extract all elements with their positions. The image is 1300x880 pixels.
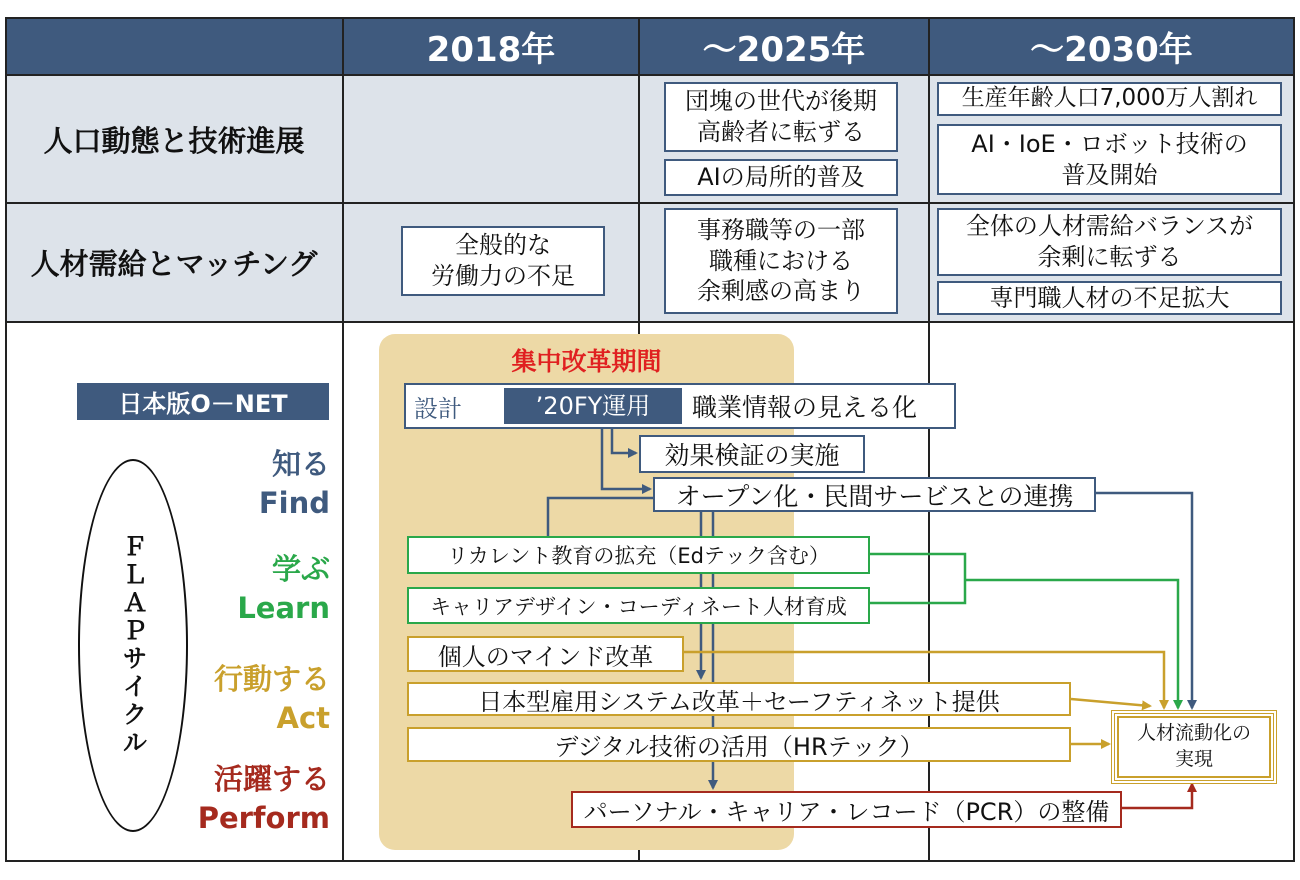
baby-boomer-box: 団塊の世代が後期 高齢者に転ずる — [664, 82, 898, 152]
labor-shortage-box: 全般的な 労働力の不足 — [401, 226, 605, 296]
header-2030: ～2030年 — [929, 18, 1294, 75]
flap-act: 行動する Act — [213, 662, 330, 736]
flap-learn: 学ぶ Learn — [237, 552, 330, 626]
supply-balance-box: 全体の人材需給バランスが 余剰に転ずる — [937, 208, 1282, 276]
employment-box: 日本型雇用システム改革＋セーフティネット提供 — [407, 682, 1071, 716]
working-age-box: 生産年齢人口7,000万人割れ — [937, 82, 1282, 116]
header-2018: 2018年 — [343, 18, 639, 75]
career-design-box: キャリアデザイン・コーディネート人材育成 — [407, 587, 870, 624]
ai-local-box: AIの局所的普及 — [664, 159, 898, 196]
design-label: 設計 — [414, 394, 462, 423]
operation-label: ’20FY運用 — [504, 388, 682, 424]
visualize-label: 職業情報の見える化 — [692, 393, 918, 422]
specialist-shortage-box: 専門職人材の不足拡大 — [937, 281, 1282, 315]
mindset-box: 個人のマインド改革 — [407, 636, 684, 672]
goal-box: 人材流動化の 実現 — [1111, 710, 1277, 784]
row-label-matching: 人材需給とマッチング — [30, 247, 318, 281]
link-learn-to-open — [548, 498, 655, 538]
flap-find: 知る Find — [258, 447, 330, 521]
ai-ioe-box: AI・IoE・ロボット技術の 普及開始 — [937, 124, 1282, 195]
recurrent-box: リカレント教育の拡充（Edテック含む） — [407, 536, 870, 574]
link-recurrent — [870, 554, 965, 603]
open-box: オープン化・民間サービスとの連携 — [653, 477, 1096, 512]
onet-visualize-box — [404, 383, 956, 429]
row-label-demographics: 人口動態と技術進展 — [43, 123, 305, 158]
onet-badge: 日本版O－NET — [77, 383, 329, 420]
pcr-box: パーソナル・キャリア・レコード（PCR）の整備 — [571, 791, 1122, 828]
flap-cycle-title: ＦＬＡＰサイクル — [119, 533, 148, 757]
clerical-surplus-box: 事務職等の一部 職種における 余剰感の高まり — [664, 208, 898, 314]
arrow-pcr-to-goal — [1122, 784, 1192, 808]
digital-box: デジタル技術の活用（HRテック） — [407, 727, 1071, 762]
header-2025: ～2025年 — [639, 18, 929, 75]
flap-perform: 活躍する Perform — [197, 762, 330, 836]
reform-period-label: 集中改革期間 — [511, 347, 662, 376]
verify-box: 効果検証の実施 — [639, 435, 865, 473]
arrow-employment-to-goal — [1071, 699, 1150, 706]
